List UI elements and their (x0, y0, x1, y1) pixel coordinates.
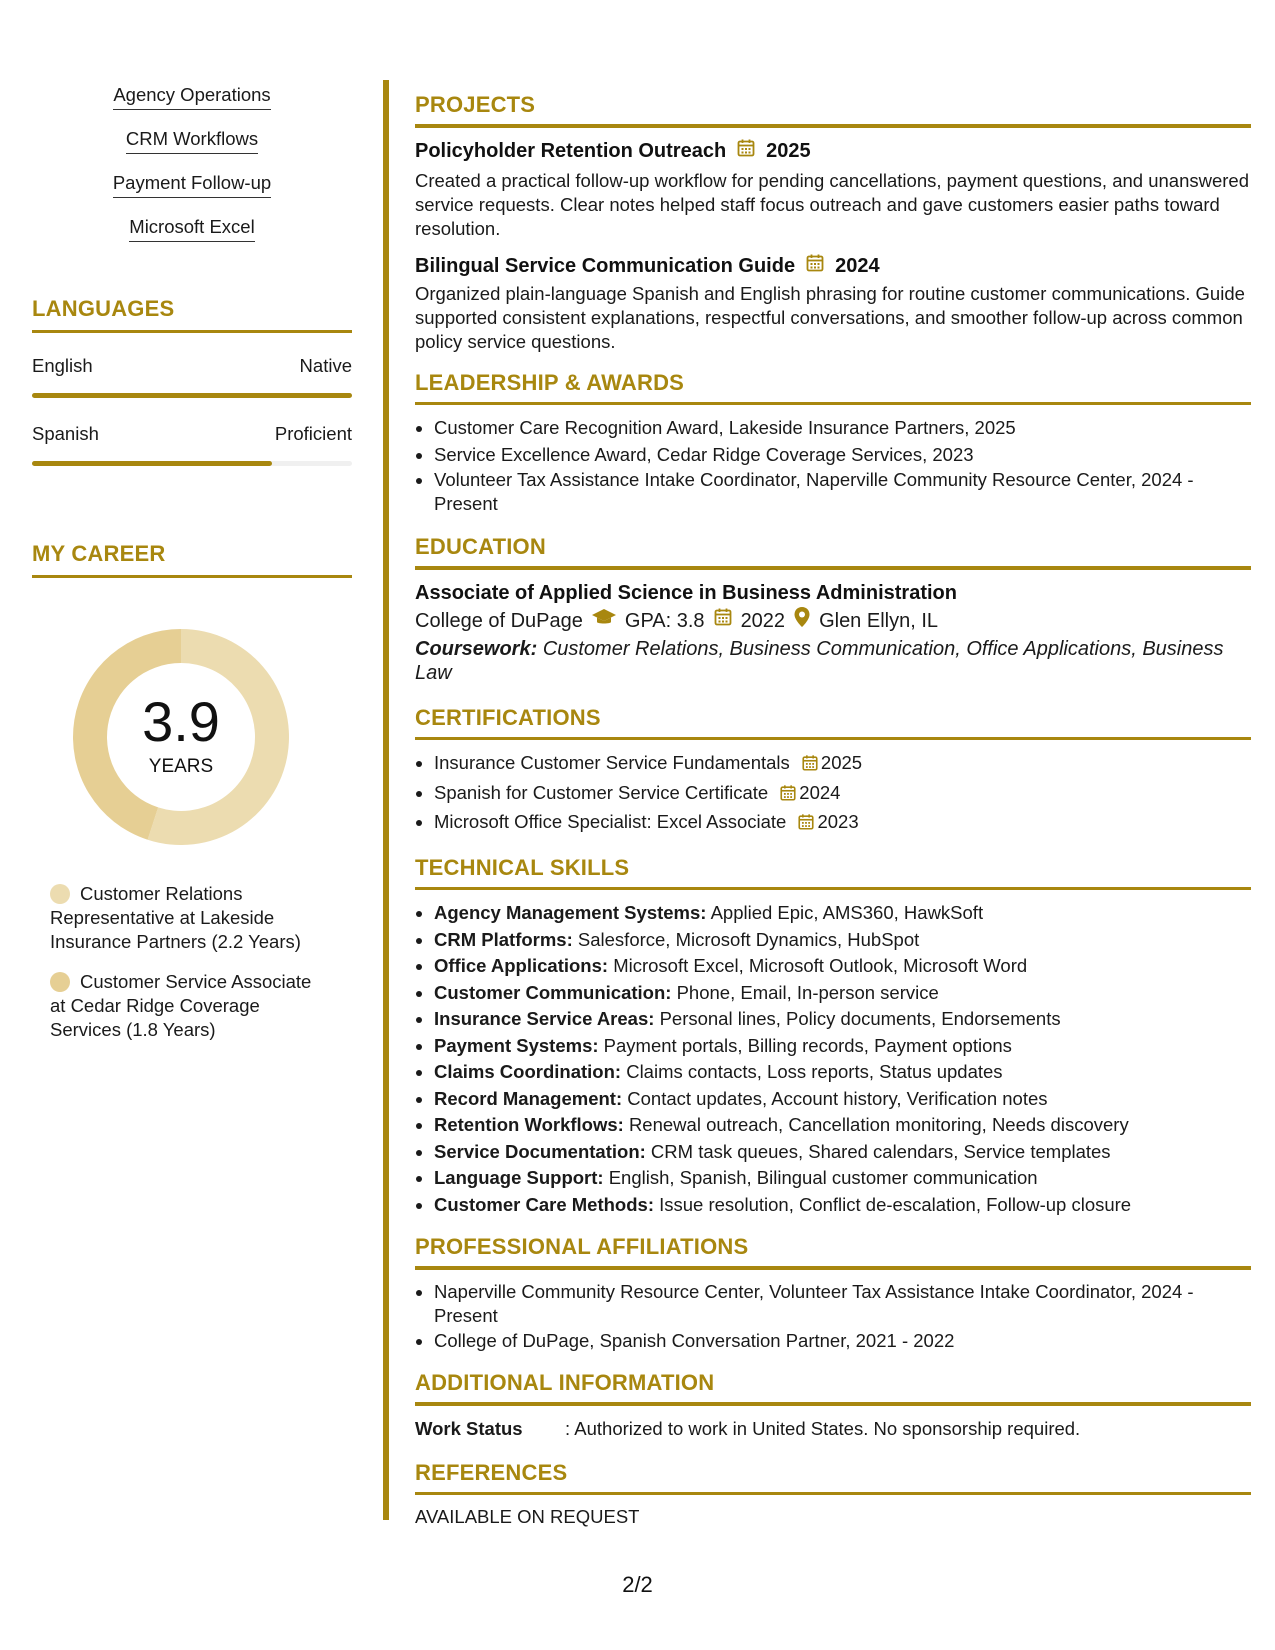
education-meta (415, 606, 1251, 637)
skill-category: Retention Workflows: (434, 1114, 624, 1135)
language-bar-track (32, 393, 352, 398)
career-heading: MY CAREER (32, 541, 166, 566)
skill-values: Salesforce, Microsoft Dynamics, HubSpot (577, 928, 920, 950)
skill-item (434, 927, 1251, 954)
affiliations-section (415, 1234, 1251, 1354)
section-rule (415, 402, 1251, 406)
project-item (415, 253, 1251, 354)
certification-year: 2023 (817, 811, 859, 832)
coursework-label: Coursework: (415, 637, 538, 660)
skill-values: Applied Epic, AMS360, HawkSoft (710, 902, 984, 923)
work-status-label: Work Status (415, 1417, 523, 1439)
left-column (32, 78, 352, 1042)
right-column (415, 92, 1251, 1529)
project-year: 2025 (766, 140, 811, 162)
skill-category: Agency Management Systems: (434, 902, 707, 923)
affiliations-heading: PROFESSIONAL AFFILIATIONS (415, 1234, 749, 1259)
section-rule (415, 737, 1251, 741)
page-number: 2/2 (622, 1572, 653, 1597)
career-item-label: Customer Relations Representative at Lakeside Insurance Partners (2.2 Years) (50, 883, 301, 952)
skill-category: Language Support: (434, 1167, 604, 1188)
certification-name: Insurance Customer Service Fundamentals (434, 752, 790, 773)
school-name: College of DuPage (415, 610, 583, 632)
graduation-cap-icon (591, 606, 617, 636)
skill-item (434, 1192, 1251, 1219)
skill-values: Personal lines, Policy documents, Endorsements (659, 1008, 1061, 1029)
certification-year: 2024 (799, 781, 841, 803)
project-title: Bilingual Service Communication Guide (415, 255, 796, 277)
career-item-label: Customer Service Associate at Cedar Ridge Coverage Services (1.8 Years) (50, 971, 312, 1040)
project-year: 2024 (835, 255, 880, 277)
language-level: Native (299, 355, 352, 376)
certifications-list (415, 750, 1251, 839)
calendar-icon (713, 606, 733, 636)
skill-item (434, 980, 1251, 1007)
skill-tags (32, 78, 352, 254)
projects-heading: PROJECTS (415, 92, 536, 117)
skill-category: Customer Care Methods: (434, 1193, 654, 1215)
calendar-icon (779, 783, 797, 810)
skill-item (434, 1033, 1251, 1060)
skill-category: Insurance Service Areas: (434, 1008, 655, 1029)
references-heading: REFERENCES (415, 1459, 568, 1485)
skill-values: CRM task queues, Shared calendars, Service templates (650, 1140, 1111, 1162)
skill-values: Claims contacts, Loss reports, Status updates (626, 1061, 1003, 1082)
languages-section (32, 296, 352, 471)
skill-tag: Payment Follow-up (113, 171, 271, 198)
language-name: Spanish (32, 423, 99, 444)
project-title: Policyholder Retention Outreach (415, 140, 727, 162)
skill-tag: CRM Workflows (126, 127, 258, 154)
career-item (32, 970, 320, 1042)
skill-values: Payment portals, Billing records, Payment options (603, 1034, 1012, 1056)
leadership-list (415, 415, 1251, 516)
list-item: • Naperville Community Resource Center, Volunteer Tax Assistance Intake Coordinator, 2024 - Present (434, 1280, 1251, 1328)
section-rule (415, 887, 1251, 891)
technical-skills-heading: TECHNICAL SKILLS (415, 854, 630, 880)
skill-values: Renewal outreach, Cancellation monitoring, Needs discovery (628, 1114, 1129, 1135)
skill-values: Issue resolution, Conflict de-escalation, Follow-up closure (659, 1193, 1132, 1215)
education-section (415, 534, 1251, 685)
language-bar-fill (32, 461, 272, 466)
certifications-heading: CERTIFICATIONS (415, 704, 601, 730)
references-section (415, 1460, 1251, 1530)
education-year: 2022 (740, 610, 786, 632)
skill-category: Claims Coordination: (434, 1061, 622, 1082)
project-description: Organized plain-language Spanish and English phrasing for routine customer communications. Guide supported consistent explanations, respectful conversations, and smoother follow-up across common policy service questions. (415, 282, 1245, 352)
donut-center (66, 622, 296, 852)
calendar-icon (797, 812, 815, 839)
list-item: • Volunteer Tax Assistance Intake Coordinator, Naperville Community Resource Center, 2024 - Present (434, 468, 1251, 516)
skill-values: English, Spanish, Bilingual customer communication (608, 1167, 1038, 1188)
additional-section (415, 1370, 1251, 1442)
skill-values: Contact updates, Account history, Verification notes (627, 1087, 1048, 1109)
language-level: Proficient (274, 423, 352, 444)
additional-heading: ADDITIONAL INFORMATION (415, 1370, 715, 1395)
affiliations-list (415, 1280, 1251, 1355)
skill-item (434, 1086, 1251, 1113)
list-item: • College of DuPage, Spanish Conversation Partner, 2021 - 2022 (434, 1328, 1251, 1355)
education-location: Glen Ellyn, IL (819, 610, 939, 632)
coursework (415, 637, 1251, 685)
language-bar-fill (32, 393, 352, 398)
language-name: English (32, 355, 93, 376)
skill-category: Customer Communication: (434, 981, 672, 1003)
technical-skills-list (415, 900, 1251, 1218)
skill-item (434, 1112, 1251, 1139)
career-section (32, 541, 352, 1042)
project-title-row (415, 138, 1251, 165)
coursework-text: Customer Relations, Business Communication, Office Applications, Business Law (415, 637, 1224, 684)
certification-name: Spanish for Customer Service Certificate (434, 781, 769, 803)
certification-item (434, 780, 1251, 810)
list-item: • Service Excellence Award, Cedar Ridge Coverage Services, 2023 (434, 442, 1251, 469)
section-rule (415, 1492, 1251, 1496)
language-row (32, 423, 352, 471)
work-status-value: : Authorized to work in United States. No sponsorship required. (565, 1417, 1081, 1439)
degree-title: Associate of Applied Science in Business Administration (415, 581, 957, 604)
skill-item (434, 1006, 1251, 1033)
section-rule (415, 566, 1251, 570)
projects-section (415, 92, 1251, 354)
skill-item (434, 900, 1251, 927)
work-status-row (415, 1416, 1251, 1442)
skill-tag: Agency Operations (113, 83, 270, 110)
gpa: GPA: 3.8 (624, 610, 705, 632)
skill-category: CRM Platforms: (434, 928, 573, 950)
section-rule (415, 1402, 1251, 1406)
certification-name: Microsoft Office Specialist: Excel Associate (434, 811, 787, 832)
technical-skills-section (415, 855, 1251, 1219)
skill-item (434, 953, 1251, 980)
career-donut-chart (66, 622, 296, 852)
section-rule (415, 124, 1251, 128)
legend-dot (50, 972, 70, 992)
skill-item (434, 1139, 1251, 1166)
calendar-icon (801, 753, 819, 780)
career-unit: YEARS (148, 756, 214, 777)
languages-heading: LANGUAGES (32, 296, 175, 321)
section-rule (32, 575, 352, 578)
career-total: 3.9 (142, 690, 220, 753)
column-divider (383, 80, 389, 1520)
project-title-row (415, 253, 1251, 280)
map-pin-icon (793, 606, 811, 637)
section-rule (32, 330, 352, 333)
project-description: Created a practical follow-up workflow for pending cancellations, payment questions, and unanswered service requests. Clear notes helped staff focus outreach and gave customers easier paths toward resolution. (415, 169, 1249, 239)
section-rule (415, 1266, 1251, 1270)
skill-category: Service Documentation: (434, 1140, 646, 1162)
certifications-section (415, 705, 1251, 839)
calendar-icon (736, 138, 756, 165)
skill-category: Payment Systems: (434, 1034, 599, 1056)
language-row (32, 355, 352, 403)
certification-item (434, 809, 1251, 839)
career-legend (32, 882, 352, 1042)
leadership-heading: LEADERSHIP & AWARDS (415, 369, 685, 395)
skill-item (434, 1059, 1251, 1086)
career-item (32, 882, 320, 954)
list-item: • Customer Care Recognition Award, Lakeside Insurance Partners, 2025 (434, 415, 1251, 442)
skill-values: Phone, Email, In-person service (676, 981, 939, 1003)
certification-item (434, 750, 1251, 780)
certification-year: 2025 (820, 752, 863, 773)
skill-values: Microsoft Excel, Microsoft Outlook, Microsoft Word (613, 955, 1028, 976)
language-bar-track (32, 461, 352, 466)
skill-item (434, 1165, 1251, 1192)
skill-tag: Microsoft Excel (129, 215, 254, 242)
legend-dot (50, 884, 70, 904)
calendar-icon (805, 253, 825, 280)
skill-category: Office Applications: (434, 955, 609, 976)
project-item (415, 138, 1251, 241)
skill-category: Record Management: (434, 1087, 623, 1109)
education-heading: EDUCATION (415, 534, 546, 559)
references-text: AVAILABLE ON REQUEST (415, 1506, 640, 1527)
leadership-section (415, 370, 1251, 517)
